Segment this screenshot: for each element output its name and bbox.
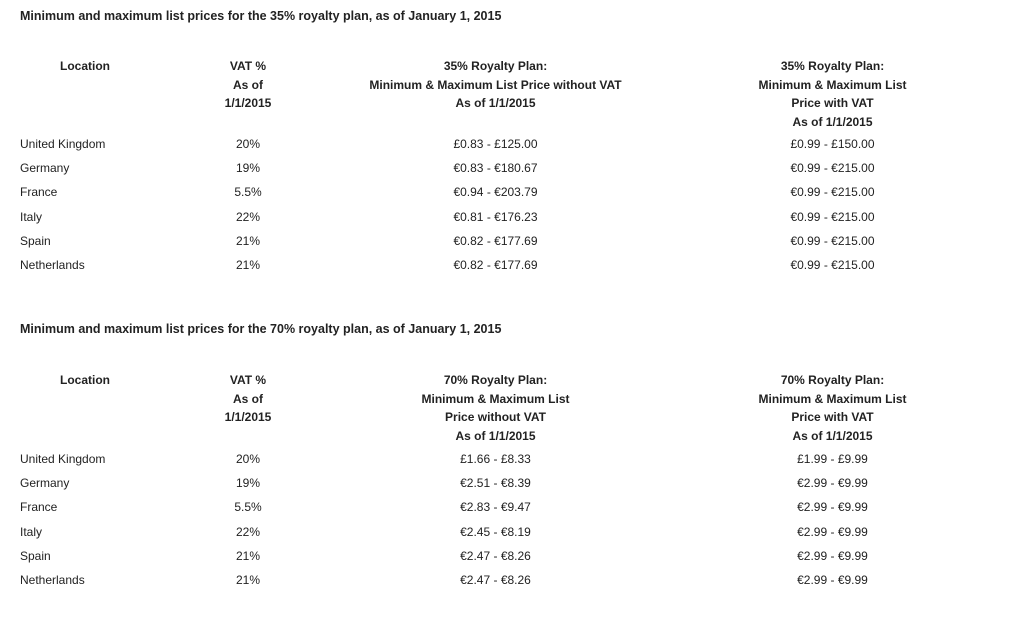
header-price-with-vat: 35% Royalty Plan: Minimum & Maximum List Price with VAT As of 1/1/2015	[758, 59, 907, 129]
cell-vat: 20%	[235, 137, 261, 152]
cell-price-without-vat: €2.47 - €8.26	[460, 548, 531, 563]
cell-price-without-vat: £0.83 - £125.00	[453, 137, 538, 152]
table-header-row	[12, 371, 1012, 447]
cell-location: Italy	[20, 524, 43, 539]
table-row	[12, 253, 1012, 277]
cell-location: Germany	[20, 476, 70, 491]
cell-price-without-vat: €2.83 - €9.47	[460, 500, 531, 515]
cell-location: Italy	[20, 209, 43, 224]
cell-location: United Kingdom	[20, 137, 106, 152]
cell-vat: 22%	[235, 524, 261, 539]
cell-vat: 5.5%	[234, 185, 262, 200]
table-row	[12, 447, 1012, 471]
cell-location: Netherlands	[20, 258, 85, 273]
cell-vat: 22%	[235, 209, 261, 224]
cell-price-with-vat: €0.99 - €215.00	[790, 258, 875, 273]
table-row	[12, 205, 1012, 229]
table-row	[12, 495, 1012, 519]
header-vat: VAT % As of 1/1/2015	[224, 373, 272, 424]
cell-price-without-vat: €0.81 - €176.23	[453, 209, 538, 224]
cell-vat: 21%	[235, 573, 261, 588]
cell-location: United Kingdom	[20, 452, 106, 467]
cell-location: France	[20, 500, 58, 515]
header-price-without-vat: 70% Royalty Plan: Minimum & Maximum List Price without VAT As of 1/1/2015	[421, 373, 570, 443]
cell-price-with-vat: €2.99 - €9.99	[797, 548, 868, 563]
table-header-row	[12, 57, 1012, 132]
cell-vat: 5.5%	[234, 500, 262, 515]
cell-price-with-vat: £1.99 - £9.99	[797, 452, 868, 467]
cell-location: Netherlands	[20, 573, 85, 588]
header-vat: VAT % As of 1/1/2015	[224, 59, 272, 110]
cell-price-without-vat: €2.45 - €8.19	[460, 524, 531, 539]
header-price-with-vat: 70% Royalty Plan: Minimum & Maximum List Price with VAT As of 1/1/2015	[758, 373, 907, 443]
cell-price-with-vat: €0.99 - €215.00	[790, 233, 875, 248]
cell-vat: 19%	[235, 161, 261, 176]
cell-location: France	[20, 185, 58, 200]
cell-location: Spain	[20, 233, 51, 248]
cell-vat: 19%	[235, 476, 261, 491]
header-price-without-vat: 35% Royalty Plan: Minimum & Maximum List Price without VAT As of 1/1/2015	[369, 59, 622, 110]
cell-price-with-vat: €0.99 - €215.00	[790, 161, 875, 176]
cell-price-without-vat: £1.66 - £8.33	[460, 452, 531, 467]
cell-price-without-vat: €2.51 - €8.39	[460, 476, 531, 491]
table-row	[12, 471, 1012, 495]
header-location: Location	[60, 373, 110, 387]
cell-price-with-vat: £0.99 - £150.00	[790, 137, 875, 152]
cell-location: Germany	[20, 161, 70, 176]
table-row	[12, 568, 1012, 592]
cell-price-without-vat: €2.47 - €8.26	[460, 573, 531, 588]
table-row	[12, 156, 1012, 180]
table-70-royalty	[12, 371, 1012, 592]
cell-vat: 21%	[235, 548, 261, 563]
table-row	[12, 520, 1012, 544]
cell-price-with-vat: €2.99 - €9.99	[797, 476, 868, 491]
cell-price-with-vat: €2.99 - €9.99	[797, 524, 868, 539]
cell-vat: 21%	[235, 258, 261, 273]
cell-location: Spain	[20, 548, 51, 563]
table-row	[12, 229, 1012, 253]
cell-vat: 21%	[235, 233, 261, 248]
table-row	[12, 180, 1012, 204]
cell-price-without-vat: €0.82 - €177.69	[453, 233, 538, 248]
cell-price-with-vat: €0.99 - €215.00	[790, 209, 875, 224]
table-35-title: Minimum and maximum list prices for the 35% royalty plan, as of January 1, 2015	[20, 9, 502, 23]
cell-price-without-vat: €0.94 - €203.79	[453, 185, 538, 200]
cell-price-without-vat: €0.83 - €180.67	[453, 161, 538, 176]
table-70-title: Minimum and maximum list prices for the 70% royalty plan, as of January 1, 2015	[20, 322, 502, 336]
table-row	[12, 132, 1012, 156]
cell-price-with-vat: €0.99 - €215.00	[790, 185, 875, 200]
table-row	[12, 544, 1012, 568]
header-location: Location	[60, 59, 110, 73]
cell-price-without-vat: €0.82 - €177.69	[453, 258, 538, 273]
cell-price-with-vat: €2.99 - €9.99	[797, 500, 868, 515]
table-35-royalty	[12, 57, 1012, 277]
cell-price-with-vat: €2.99 - €9.99	[797, 573, 868, 588]
cell-vat: 20%	[235, 452, 261, 467]
